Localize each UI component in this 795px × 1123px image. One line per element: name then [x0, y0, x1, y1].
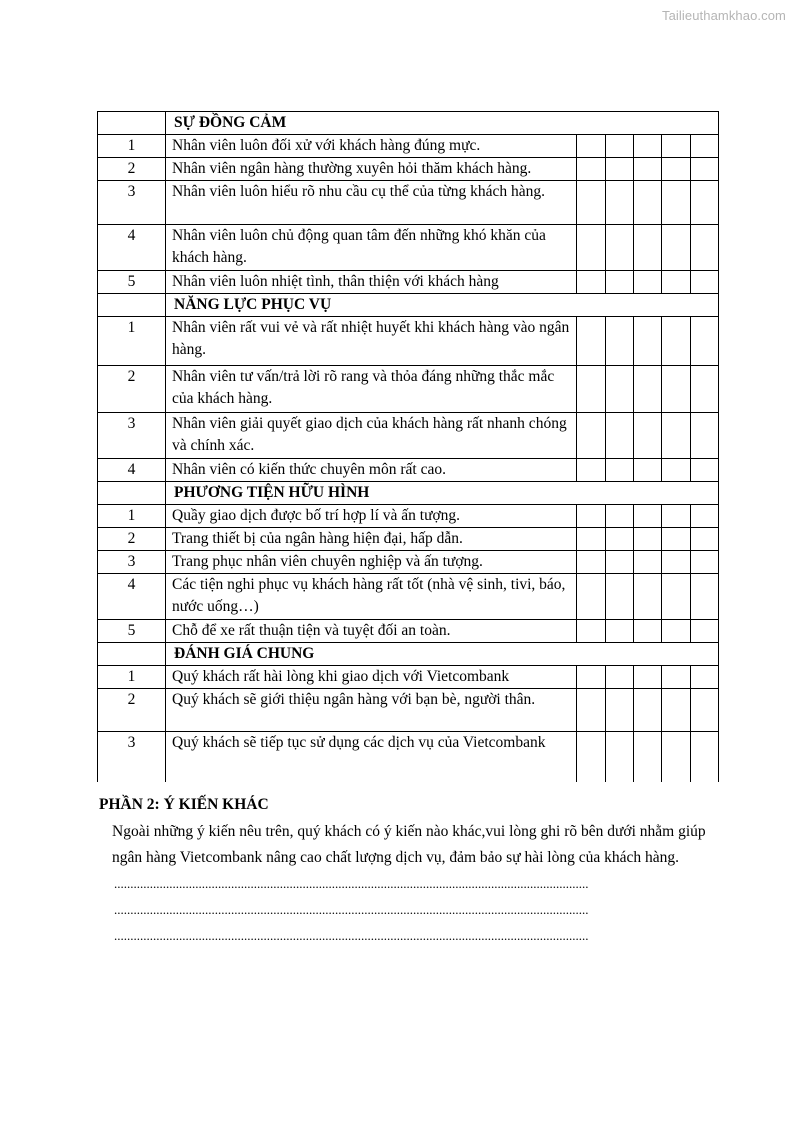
item-text: Quầy giao dịch được bố trí hợp lí và ấn tượng.: [166, 505, 577, 528]
rating-cell[interactable]: [577, 225, 606, 271]
part2-section: [99, 794, 719, 949]
table-row: [98, 620, 719, 643]
rating-cell[interactable]: [634, 317, 662, 366]
rating-cell[interactable]: [577, 459, 606, 482]
rating-cell[interactable]: [662, 413, 691, 459]
rating-cell[interactable]: [691, 225, 719, 271]
rating-cell[interactable]: [662, 459, 691, 482]
rating-cell[interactable]: [606, 732, 634, 782]
rating-cell[interactable]: [634, 666, 662, 689]
item-text: Nhân viên luôn đối xử với khách hàng đúng mực.: [166, 135, 577, 158]
rating-cell[interactable]: [691, 551, 719, 574]
rating-cell[interactable]: [634, 732, 662, 782]
rating-cell[interactable]: [577, 732, 606, 782]
table-row: [98, 689, 719, 732]
table-row: [98, 528, 719, 551]
rating-cell[interactable]: [662, 689, 691, 732]
rating-cell[interactable]: [577, 505, 606, 528]
rating-cell[interactable]: [691, 271, 719, 294]
item-number: 1: [98, 135, 166, 158]
table-row: [98, 732, 719, 782]
rating-cell[interactable]: [634, 459, 662, 482]
rating-cell[interactable]: [577, 666, 606, 689]
item-number: 3: [98, 551, 166, 574]
table-row: [98, 666, 719, 689]
watermark: Tailieuthamkhao.com: [661, 8, 786, 23]
rating-cell[interactable]: [577, 158, 606, 181]
rating-cell[interactable]: [691, 620, 719, 643]
item-number: 5: [98, 271, 166, 294]
table-row: [98, 181, 719, 225]
section-title: NĂNG LỰC PHỤC VỤ: [166, 294, 719, 317]
rating-cell[interactable]: [634, 271, 662, 294]
table-row: [98, 317, 719, 366]
rating-cell[interactable]: [634, 574, 662, 620]
rating-cell[interactable]: [577, 271, 606, 294]
section-title: PHƯƠNG TIỆN HỮU HÌNH: [166, 482, 719, 505]
rating-cell[interactable]: [634, 689, 662, 732]
rating-cell[interactable]: [662, 732, 691, 782]
rating-cell[interactable]: [691, 528, 719, 551]
rating-cell[interactable]: [606, 317, 634, 366]
answer-line[interactable]: ..................................................................................................................................................: [114, 876, 589, 891]
item-text: Nhân viên luôn hiểu rõ nhu cầu cụ thể của từng khách hàng.: [166, 181, 577, 225]
rating-cell[interactable]: [662, 317, 691, 366]
rating-cell[interactable]: [691, 666, 719, 689]
item-text: Trang phục nhân viên chuyên nghiệp và ấn tượng.: [166, 551, 577, 574]
rating-cell[interactable]: [634, 225, 662, 271]
rating-cell[interactable]: [606, 505, 634, 528]
item-number: 5: [98, 620, 166, 643]
rating-cell[interactable]: [577, 181, 606, 225]
section-num-cell: [98, 112, 166, 135]
rating-cell[interactable]: [634, 181, 662, 225]
item-text: Trang thiết bị của ngân hàng hiện đại, hấp dẫn.: [166, 528, 577, 551]
item-number: 1: [98, 317, 166, 366]
rating-cell[interactable]: [662, 551, 691, 574]
section-header-row: [98, 112, 719, 135]
table-row: [98, 366, 719, 413]
rating-cell[interactable]: [577, 689, 606, 732]
item-number: 4: [98, 459, 166, 482]
rating-cell[interactable]: [606, 181, 634, 225]
item-text: Nhân viên luôn nhiệt tình, thân thiện với khách hàng: [166, 271, 577, 294]
rating-cell[interactable]: [634, 158, 662, 181]
rating-cell[interactable]: [691, 459, 719, 482]
table-row: [98, 271, 719, 294]
section-header-row: [98, 643, 719, 666]
table-row: [98, 135, 719, 158]
item-text: Nhân viên có kiến thức chuyên môn rất cao.: [166, 459, 577, 482]
answer-line[interactable]: ..................................................................................................................................................: [114, 928, 589, 943]
answer-line[interactable]: ..................................................................................................................................................: [114, 902, 589, 917]
table-row: [98, 551, 719, 574]
rating-cell[interactable]: [691, 158, 719, 181]
rating-cell[interactable]: [691, 317, 719, 366]
rating-cell[interactable]: [577, 317, 606, 366]
section-num-cell: [98, 643, 166, 666]
rating-cell[interactable]: [662, 620, 691, 643]
part2-title: PHẦN 2: Ý KIẾN KHÁC: [99, 796, 269, 813]
item-number: 2: [98, 528, 166, 551]
item-number: 4: [98, 225, 166, 271]
rating-cell[interactable]: [691, 413, 719, 459]
table-row: [98, 574, 719, 620]
rating-cell[interactable]: [606, 158, 634, 181]
section-header-row: [98, 482, 719, 505]
table-row: [98, 459, 719, 482]
rating-cell[interactable]: [606, 459, 634, 482]
rating-cell[interactable]: [606, 225, 634, 271]
item-number: 2: [98, 366, 166, 413]
section-title: SỰ ĐỒNG CẢM: [166, 112, 719, 135]
rating-cell[interactable]: [606, 528, 634, 551]
rating-cell[interactable]: [662, 666, 691, 689]
item-text: Quý khách sẽ giới thiệu ngân hàng với bạn bè, người thân.: [166, 689, 577, 732]
table-row: [98, 413, 719, 459]
item-text: Nhân viên ngân hàng thường xuyên hỏi thăm khách hàng.: [166, 158, 577, 181]
section-title: ĐÁNH GIÁ CHUNG: [166, 643, 719, 666]
rating-cell[interactable]: [634, 135, 662, 158]
rating-cell[interactable]: [662, 366, 691, 413]
table-row: [98, 158, 719, 181]
rating-cell[interactable]: [634, 413, 662, 459]
rating-cell[interactable]: [662, 505, 691, 528]
rating-cell[interactable]: [606, 366, 634, 413]
section-num-cell: [98, 294, 166, 317]
item-text: Nhân viên luôn chủ động quan tâm đến những khó khăn của khách hàng.: [166, 225, 577, 271]
rating-cell[interactable]: [577, 366, 606, 413]
rating-cell[interactable]: [634, 551, 662, 574]
item-number: 1: [98, 505, 166, 528]
part2-paragraph: Ngoài những ý kiến nêu trên, quý khách có ý kiến nào khác,vui lòng ghi rõ bên dưới nhằm giúp ngân hàng Vietcombank nâng cao chất lượng dịch vụ, đảm bảo sự hài lòng của khách hàng.: [112, 823, 706, 866]
rating-cell[interactable]: [606, 271, 634, 294]
rating-cell[interactable]: [577, 135, 606, 158]
rating-cell[interactable]: [577, 620, 606, 643]
rating-cell[interactable]: [634, 505, 662, 528]
item-text: Quý khách sẽ tiếp tục sử dụng các dịch vụ của Vietcombank: [166, 732, 577, 782]
rating-cell[interactable]: [662, 271, 691, 294]
rating-cell[interactable]: [691, 574, 719, 620]
rating-cell[interactable]: [634, 620, 662, 643]
item-number: 3: [98, 181, 166, 225]
rating-cell[interactable]: [662, 528, 691, 551]
rating-cell[interactable]: [577, 528, 606, 551]
item-text: Nhân viên rất vui vẻ và rất nhiệt huyết khi khách hàng vào ngân hàng.: [166, 317, 577, 366]
rating-cell[interactable]: [577, 551, 606, 574]
item-number: 2: [98, 689, 166, 732]
item-text: Quý khách rất hài lòng khi giao dịch với Vietcombank: [166, 666, 577, 689]
table-row: [98, 225, 719, 271]
rating-cell[interactable]: [606, 574, 634, 620]
rating-cell[interactable]: [634, 366, 662, 413]
rating-cell[interactable]: [691, 135, 719, 158]
item-text: Nhân viên giải quyết giao dịch của khách hàng rất nhanh chóng và chính xác.: [166, 413, 577, 459]
item-number: 3: [98, 732, 166, 782]
item-text: Nhân viên tư vấn/trả lời rõ rang và thỏa đáng những thắc mắc của khách hàng.: [166, 366, 577, 413]
rating-cell[interactable]: [606, 551, 634, 574]
rating-cell[interactable]: [691, 732, 719, 782]
rating-cell[interactable]: [606, 666, 634, 689]
section-num-cell: [98, 482, 166, 505]
rating-cell[interactable]: [691, 366, 719, 413]
item-text: Các tiện nghi phục vụ khách hàng rất tốt (nhà vệ sinh, tivi, báo, nước uống…): [166, 574, 577, 620]
rating-cell[interactable]: [606, 689, 634, 732]
table-row: [98, 505, 719, 528]
rating-cell[interactable]: [662, 574, 691, 620]
rating-cell[interactable]: [691, 505, 719, 528]
rating-cell[interactable]: [691, 689, 719, 732]
rating-cell[interactable]: [662, 225, 691, 271]
rating-cell[interactable]: [634, 528, 662, 551]
rating-cell[interactable]: [662, 181, 691, 225]
item-number: 4: [98, 574, 166, 620]
rating-cell[interactable]: [606, 135, 634, 158]
rating-cell[interactable]: [606, 413, 634, 459]
item-text: Chỗ để xe rất thuận tiện và tuyệt đối an toàn.: [166, 620, 577, 643]
rating-cell[interactable]: [606, 620, 634, 643]
rating-cell[interactable]: [577, 574, 606, 620]
rating-cell[interactable]: [577, 413, 606, 459]
section-header-row: [98, 294, 719, 317]
rating-cell[interactable]: [662, 135, 691, 158]
survey-table: [97, 111, 719, 782]
rating-cell[interactable]: [662, 158, 691, 181]
item-number: 1: [98, 666, 166, 689]
rating-cell[interactable]: [691, 181, 719, 225]
item-number: 3: [98, 413, 166, 459]
item-number: 2: [98, 158, 166, 181]
